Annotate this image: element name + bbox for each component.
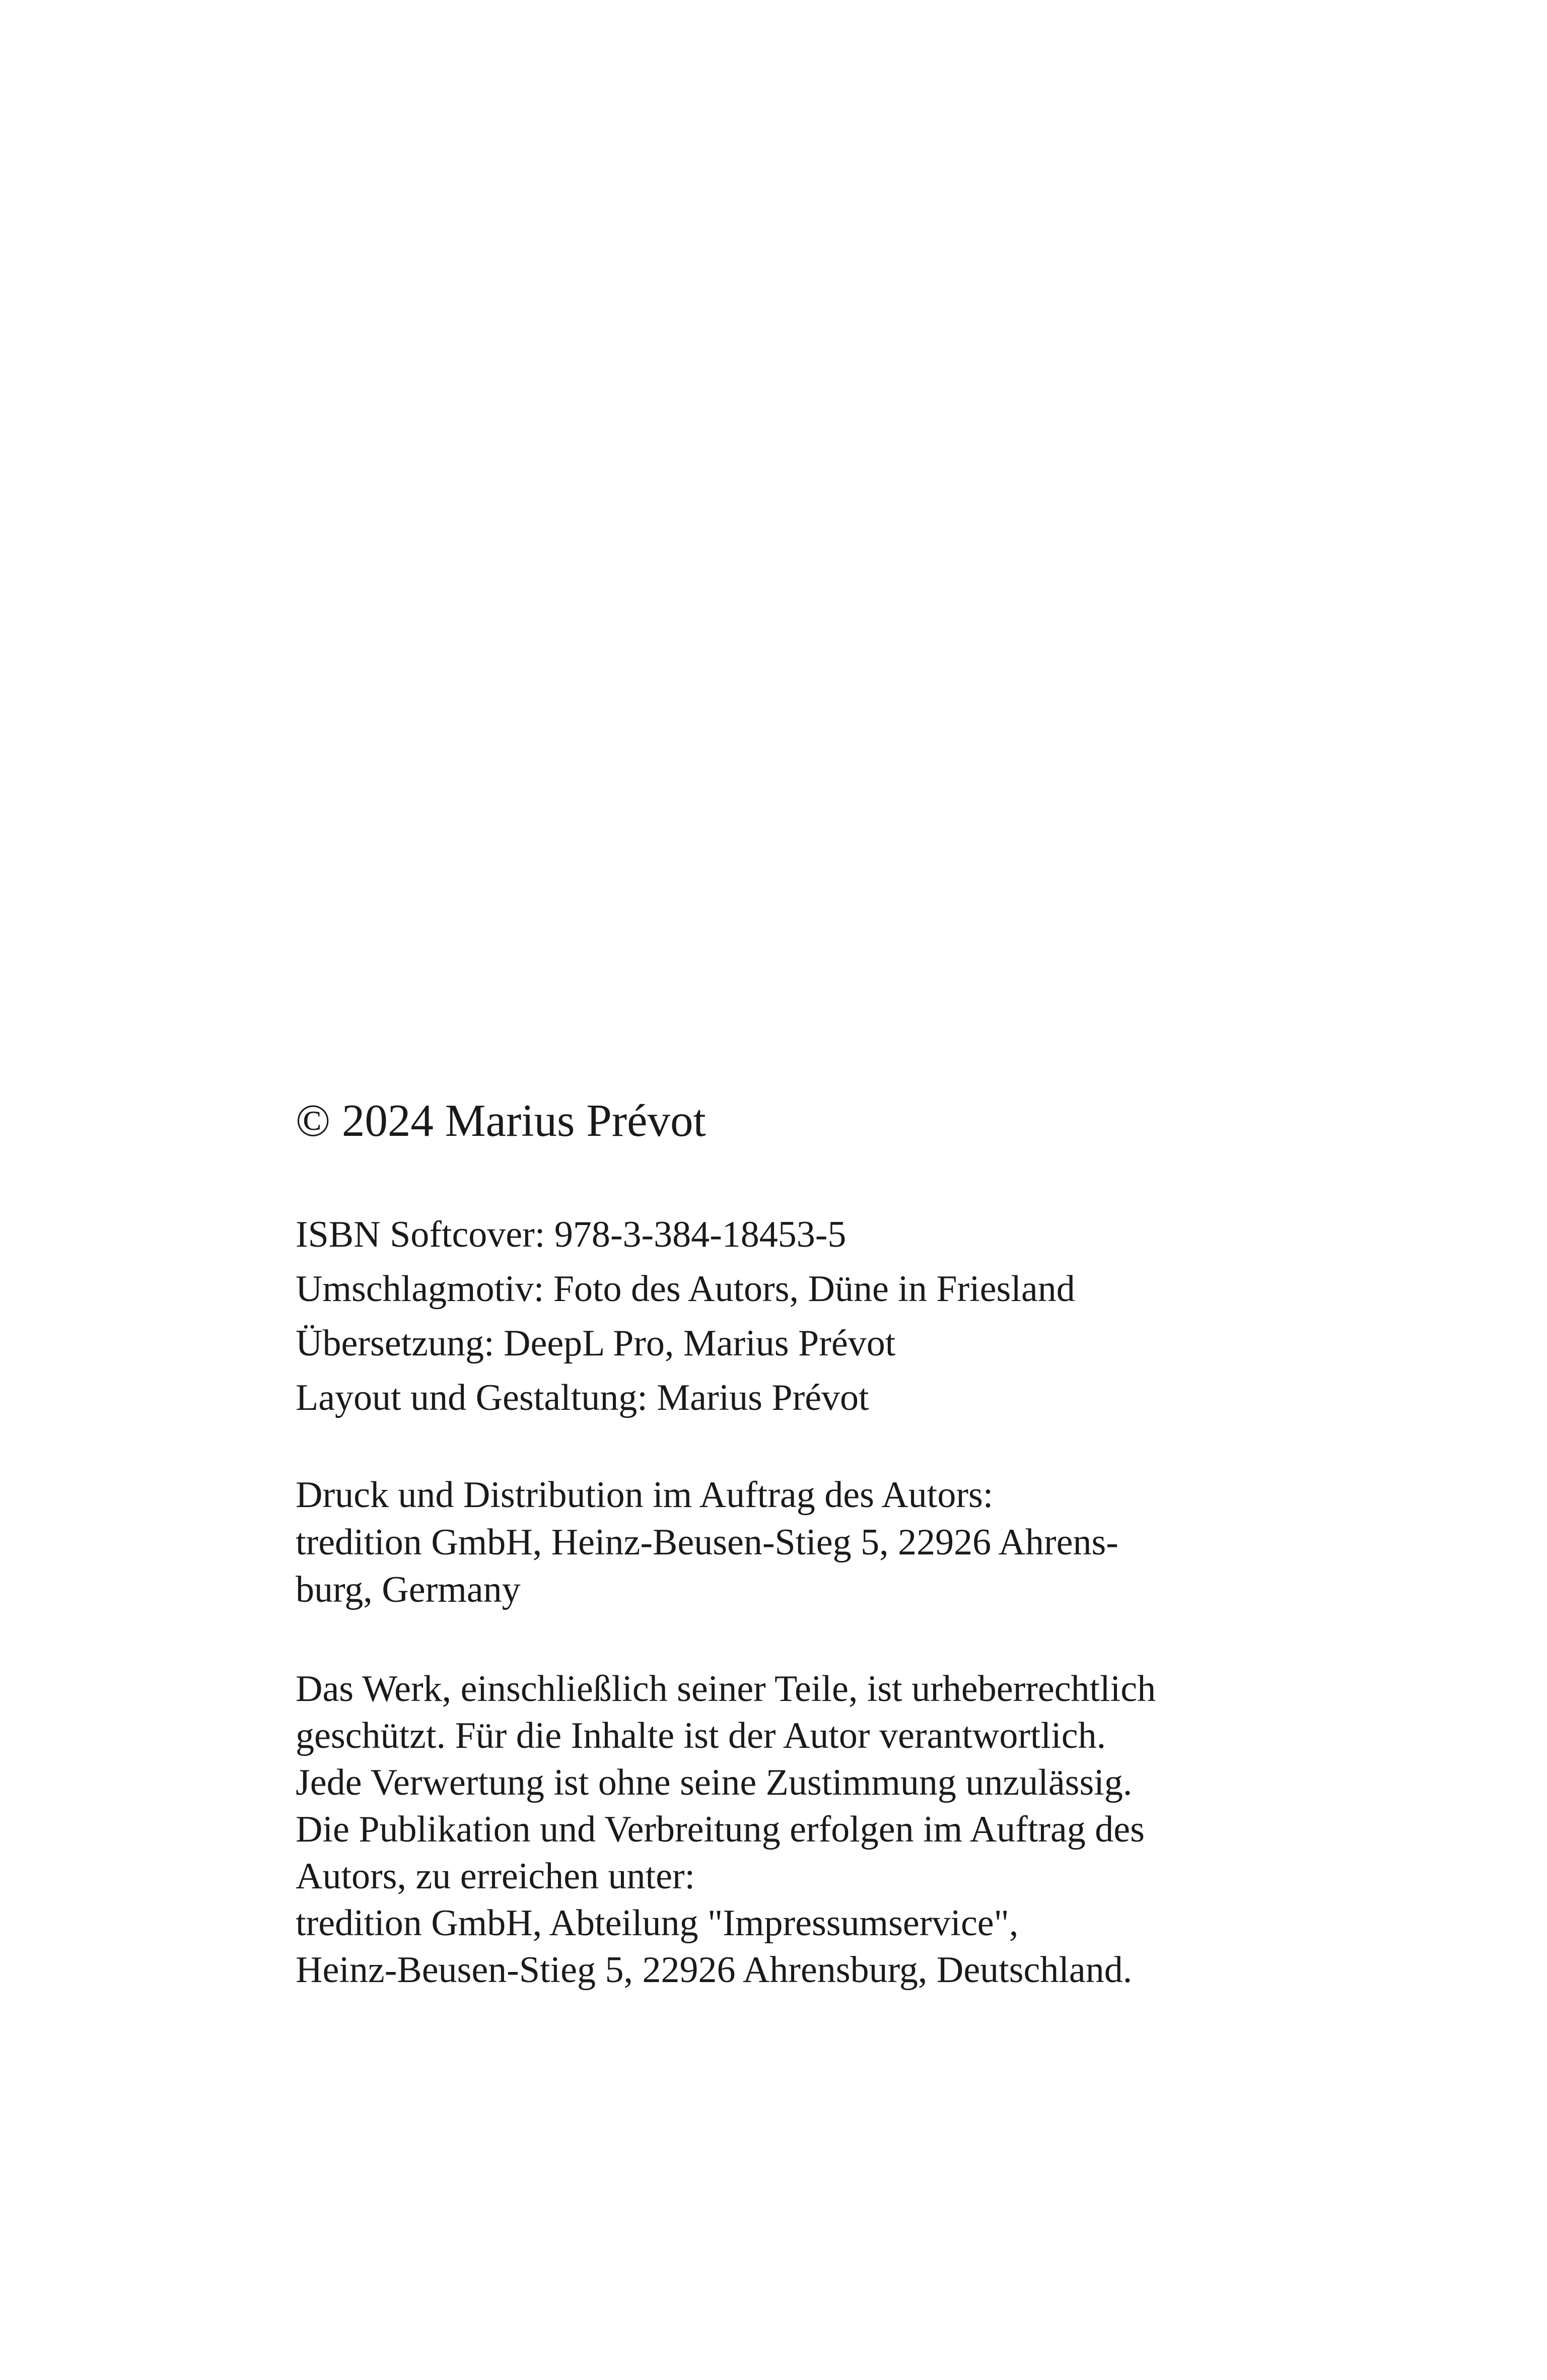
legal-notice-line: Das Werk, einschließlich seiner Teile, ist urheberrechtlich	[296, 1668, 1156, 1710]
legal-notice-line: tredition GmbH, Abteilung "Impressumservice",	[296, 1902, 1019, 1944]
isbn-line: ISBN Softcover: 978-3-384-18453-5	[296, 1214, 847, 1255]
copyright-notice: © 2024 Marius Prévot	[296, 1095, 706, 1146]
print-distribution-line: burg, Germany	[296, 1569, 521, 1610]
legal-notice-line: geschützt. Für die Inhalte ist der Autor verantwortlich.	[296, 1715, 1106, 1756]
legal-notice-line: Die Publikation und Verbreitung erfolgen im Auftrag des	[296, 1809, 1145, 1850]
translation-line: Übersetzung: DeepL Pro, Marius Prévot	[296, 1323, 896, 1364]
legal-notice-line: Heinz-Beusen-Stieg 5, 22926 Ahrensburg, Deutschland.	[296, 1949, 1133, 1991]
layout-design-line: Layout und Gestaltung: Marius Prévot	[296, 1377, 869, 1418]
cover-motif-line: Umschlagmotiv: Foto des Autors, Düne in Friesland	[296, 1268, 1075, 1310]
imprint-page	[296, 1091, 1252, 1994]
legal-notice-line: Autors, zu erreichen unter:	[296, 1856, 695, 1897]
print-distribution-block	[296, 1471, 1252, 1613]
print-distribution-line: Druck und Distribution im Auftrag des Autors:	[296, 1474, 994, 1516]
legal-notice-block	[296, 1666, 1252, 1994]
legal-notice-line: Jede Verwertung ist ohne seine Zustimmung unzulässig.	[296, 1762, 1133, 1803]
credits-block	[296, 1207, 1252, 1425]
print-distribution-line: tredition GmbH, Heinz-Beusen-Stieg 5, 22926 Ahrens-	[296, 1522, 1118, 1563]
